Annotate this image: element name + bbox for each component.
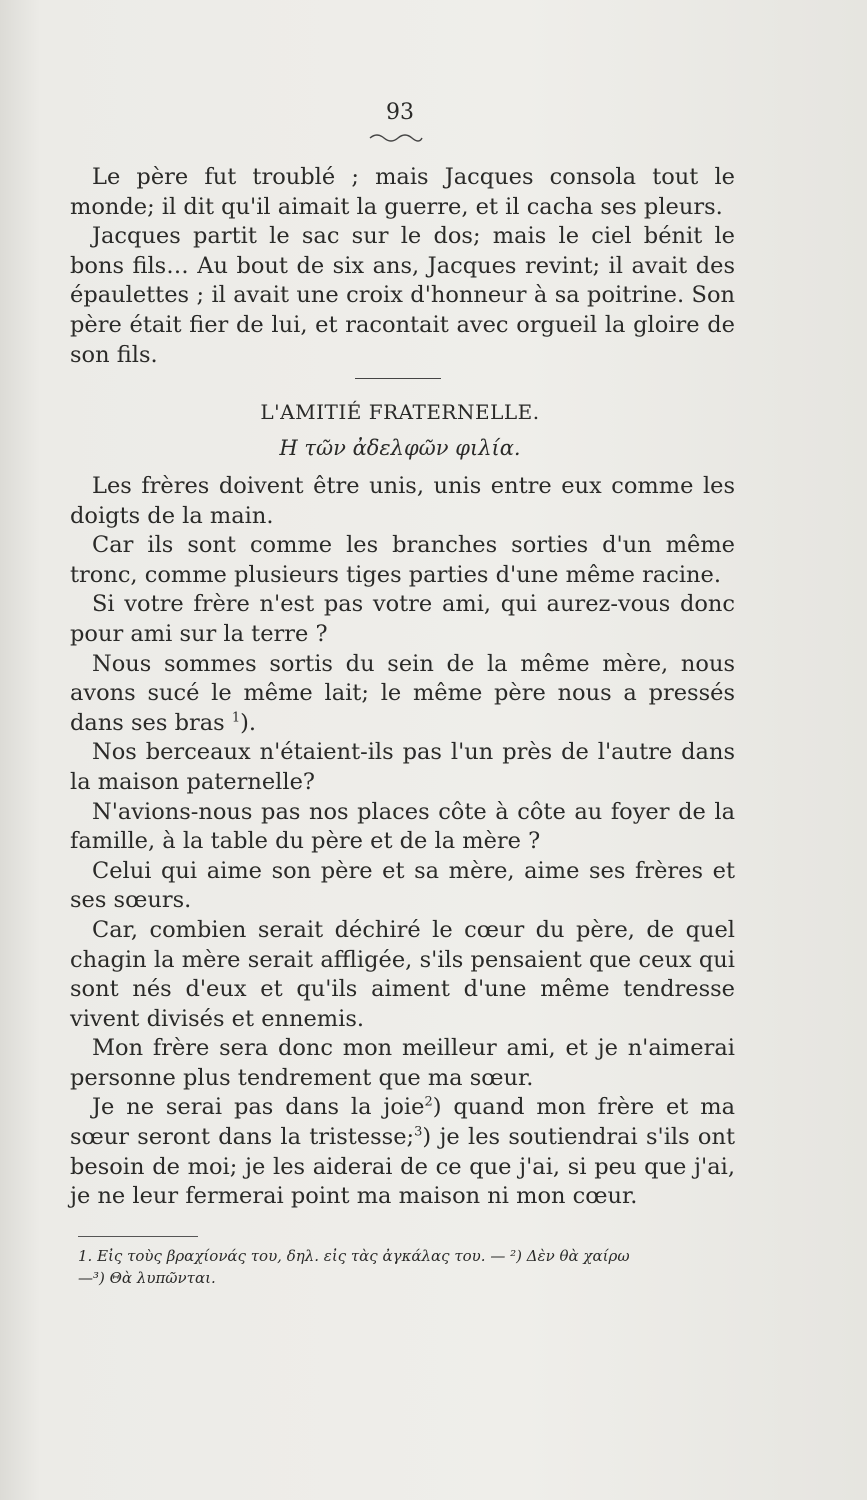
section-title: L'AMITIÉ FRATERNELLE. [260, 400, 540, 424]
paragraph-text: ) quand mon frère et ma sœur seront dans la tristesse; [70, 1094, 735, 1151]
paragraph: Car ils sont comme les branches sorties d'un même tronc, comme plusieurs tiges parties d'une même racine. [70, 532, 735, 588]
paragraph-text: ) je les soutiendrai s'ils ont besoin de moi; je les aiderai de ce que j'ai, si peu que j'ai, je ne leur fermerai point ma maison ni mon cœur. [70, 1124, 735, 1210]
footnote-marker: 1 [231, 710, 241, 726]
paragraph [70, 650, 735, 739]
paragraph: Jacques partit le sac sur le dos; mais le ciel bénit le bons fils… Au bout de six ans, Jacques revint; il avait des épaulettes ; il avait une croix d'honneur à sa poitrine. Son père était fier de lui, et racontait avec orgueil la gloire de son fils. [70, 223, 735, 368]
paragraph-text: Nous sommes sortis du sein de la même mère, nous avons sucé le même lait; le même père nous a pressés dans ses bras [70, 650, 735, 736]
footnote-marker: 3 [414, 1124, 423, 1140]
page-number: 93 [386, 100, 414, 125]
footnote-line: —³) Θὰ λυπῶνται. [78, 1269, 216, 1287]
paragraph: Les frères doivent être unis, unis entre eux comme les doigts de la main. [70, 473, 735, 529]
footnote-divider [78, 1236, 198, 1237]
paragraph: Le père fut troublé ; mais Jacques consola tout le monde; il dit qu'il aimait la guerre, et il cacha ses pleurs. [70, 164, 735, 220]
intro-text [70, 163, 735, 370]
section-subtitle: Η τῶν ἀδελφῶν φιλία. [279, 436, 521, 460]
paragraph-end: ). [240, 709, 257, 736]
paragraph: Si votre frère n'est pas votre ami, qui aurez-vous donc pour ami sur la terre ? [70, 591, 735, 647]
section-divider [355, 378, 441, 379]
paragraph: Car, combien serait déchiré le cœur du père, de quel chagin la mère serait affligée, s'ils pensaient que ceux qui sont nés d'eux et qu'ils aiment d'une même tendresse vivent divisés et ennemis. [70, 916, 735, 1032]
paragraph: Mon frère sera donc mon meilleur ami, et je n'aimerai personne plus tendrement que ma sœur. [70, 1035, 735, 1091]
paragraph [70, 1093, 735, 1211]
paragraph-text: Je ne serai pas dans la joie [92, 1094, 425, 1121]
footnotes [78, 1245, 783, 1289]
main-text [70, 472, 735, 1212]
footnote-marker: 2 [424, 1094, 433, 1110]
footnote-line: 1. Εἰς τοὺς βραχίονάς του, δηλ. εἰς τὰς ἀγκάλας του. — ²) Δὲν θὰ χαίρω [78, 1247, 630, 1265]
paragraph: N'avions-nous pas nos places côte à côte au foyer de la famille, à la table du père et de la mère ? [70, 798, 735, 855]
ornament-squiggle [368, 132, 424, 144]
paragraph: Nos berceaux n'étaient-ils pas l'un près de l'autre dans la maison paternelle? [70, 739, 735, 795]
paragraph: Celui qui aime son père et sa mère, aime ses frères et ses sœurs. [70, 857, 735, 914]
